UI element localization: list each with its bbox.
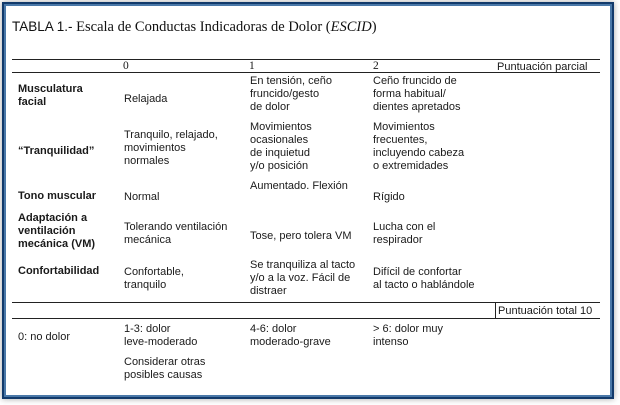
- table-title-abbr: ESCID: [330, 19, 372, 35]
- table-title-close: ): [371, 19, 377, 35]
- row-facial-1: En tensión, ceño fruncido/gesto de dolor: [250, 75, 332, 113]
- row-label-facial: Musculatura facial: [18, 83, 83, 108]
- table-title: [12, 19, 377, 36]
- rule-top: [12, 59, 600, 60]
- header-col-2: 2: [373, 60, 379, 72]
- row-label-ventilacion: Adaptación a ventilación mecánica (VM): [18, 212, 96, 250]
- score-range-2: 4-6: dolor moderado-grave: [250, 323, 331, 348]
- row-tranquilidad-1: Movimientos ocasionales de inquietud y/o posición: [250, 121, 312, 172]
- score-range-1: 1-3: dolor leve-moderado: [124, 323, 198, 348]
- row-confortabilidad-2: Difícil de confortar al tacto o hablándole: [373, 266, 475, 291]
- row-ventilacion-1: Tose, pero tolera VM: [250, 230, 352, 242]
- row-tono-2: Rígido: [373, 191, 405, 203]
- score-note: Considerar otras posibles causas: [124, 356, 206, 381]
- vrule-total-left: [495, 302, 496, 318]
- header-col-1: 1: [249, 60, 255, 72]
- row-label-confortabilidad: Confortabilidad: [18, 265, 100, 277]
- total-score-label: Puntuación total 10: [498, 305, 593, 317]
- header-partial-score: Puntuación parcial: [497, 61, 588, 73]
- row-tranquilidad-2: Movimientos frecuentes, incluyendo cabeza o extremidades: [373, 121, 465, 172]
- row-tranquilidad-0: Tranquilo, relajado, movimientos normales: [124, 129, 218, 167]
- row-ventilacion-0: Tolerando ventilación mecánica: [124, 221, 228, 246]
- row-ventilacion-2: Lucha con el respirador: [373, 221, 436, 246]
- table-title-text: Escala de Conductas Indicadoras de Dolor (: [72, 19, 331, 35]
- row-facial-0: Relajada: [124, 93, 168, 105]
- row-label-tranquilidad: “Tranquilidad”: [18, 145, 95, 157]
- table-title-label: TABLA 1.-: [12, 19, 73, 34]
- score-range-3: > 6: dolor muy intenso: [373, 323, 444, 348]
- row-facial-2: Ceño fruncido de forma habitual/ dientes apretados: [373, 75, 461, 113]
- rule-total-bottom: [12, 318, 600, 319]
- score-range-0: 0: no dolor: [18, 331, 70, 343]
- header-col-0: 0: [123, 60, 129, 72]
- row-tono-1: Aumentado. Flexión: [250, 180, 348, 192]
- row-confortabilidad-1: Se tranquiliza al tacto y/o a la voz. Fácil de distraer: [250, 259, 356, 297]
- rule-body-bottom: [12, 302, 600, 303]
- row-label-tono: Tono muscular: [18, 190, 97, 202]
- row-tono-0: Normal: [124, 191, 160, 203]
- row-confortabilidad-0: Confortable, tranquilo: [124, 266, 184, 291]
